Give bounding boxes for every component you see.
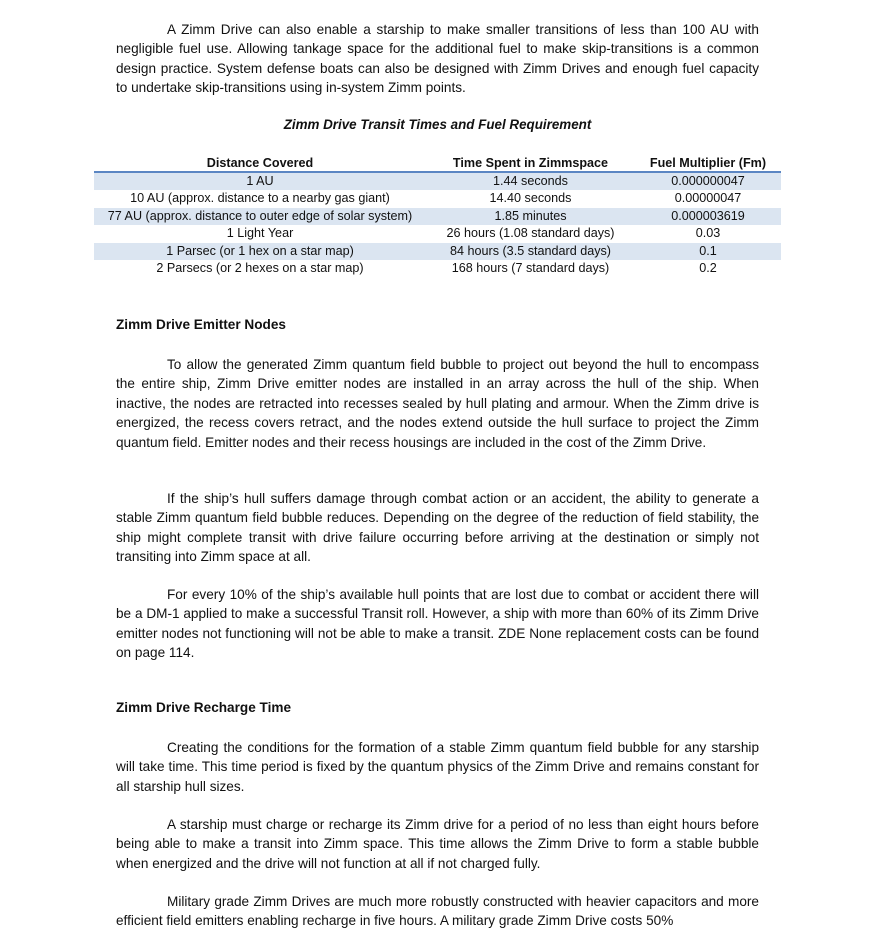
table-row bbox=[94, 225, 781, 242]
cell-time: 14.40 seconds bbox=[489, 191, 572, 206]
cell-fuel: 0.000003619 bbox=[635, 208, 781, 225]
column-header-time: Time Spent in Zimmspace bbox=[426, 155, 635, 172]
cell-time: 84 hours (3.5 standard days) bbox=[426, 243, 635, 260]
cell-fuel: 0.2 bbox=[699, 261, 717, 276]
table-row bbox=[94, 260, 781, 277]
cell-distance: 1 AU bbox=[94, 172, 426, 190]
cell-fuel: 0.000000047 bbox=[635, 172, 781, 190]
cell-time: 168 hours (7 standard days) bbox=[451, 261, 610, 276]
cell-distance: 77 AU (approx. distance to outer edge of solar system) bbox=[94, 208, 426, 225]
emitter-paragraph-3: For every 10% of the ship’s available hull points that are lost due to combat or accident there will be a DM-1 applied to make a successful Transit roll. However, a ship with more than 60% of its Zimm Drive emitter nodes not functioning will not be able to make a transit. ZDE None replacement costs can be found on page 114. bbox=[116, 587, 759, 661]
column-header-fuel: Fuel Multiplier (Fm) bbox=[635, 155, 781, 172]
cell-fuel: 0.03 bbox=[695, 226, 721, 241]
emitter-paragraph-2: If the ship’s hull suffers damage through combat action or an accident, the ability to generate a stable Zimm quantum field bubble reduces. Depending on the degree of the reduction of field stability, the ship might complete transit with drive failure occurring before arriving at the destination or simply not transiting into Zimm space at all. bbox=[116, 491, 759, 565]
table-row bbox=[94, 190, 781, 207]
table-row bbox=[94, 243, 781, 260]
transit-table bbox=[94, 155, 781, 277]
emitter-paragraph-1: To allow the generated Zimm quantum field bubble to project out beyond the hull to encompass the entire ship, Zimm Drive emitter nodes are installed in an array across the hull of the ship. When inactive, the nodes are retracted into recesses sealed by hull plating and armour. When the Zimm drive is energized, the recess covers retract, and the nodes extend outside the hull surface to project the Zimm quantum field. Emitter nodes and their recess housings are included in the cost of the Zimm Drive. bbox=[116, 357, 759, 450]
cell-time: 1.44 seconds bbox=[426, 172, 635, 190]
recharge-paragraph-2: A starship must charge or recharge its Zimm drive for a period of no less than eight hours before being able to make a transit into Zimm space. This time allows the Zimm Drive to form a stable bubble when energized and the drive will not function at all if not charged fully. bbox=[116, 817, 759, 871]
section-heading-recharge-time: Zimm Drive Recharge Time bbox=[116, 700, 292, 715]
cell-distance: 1 Parsec (or 1 hex on a star map) bbox=[94, 243, 426, 260]
cell-distance: 1 Light Year bbox=[226, 226, 294, 241]
table-title: Zimm Drive Transit Times and Fuel Requirement bbox=[283, 117, 592, 132]
cell-fuel: 0.00000047 bbox=[674, 191, 742, 206]
column-header-distance: Distance Covered bbox=[94, 155, 426, 172]
cell-time: 1.85 minutes bbox=[426, 208, 635, 225]
table-row bbox=[94, 172, 781, 190]
cell-distance: 10 AU (approx. distance to a nearby gas giant) bbox=[130, 191, 390, 206]
cell-time: 26 hours (1.08 standard days) bbox=[446, 226, 615, 241]
intro-paragraph: A Zimm Drive can also enable a starship to make smaller transitions of less than 100 AU with negligible fuel use. Allowing tankage space for the additional fuel to make skip-transitions is a common design practice. System defense boats can also be designed with Zimm Drives and enough fuel capacity to undertake skip-transitions using in-system Zimm points. bbox=[116, 22, 759, 96]
cell-fuel: 0.1 bbox=[635, 243, 781, 260]
recharge-paragraph-3: Military grade Zimm Drives are much more robustly constructed with heavier capacitors and more efficient field emitters enabling recharge in five hours. A military grade Zimm Drive costs 50% bbox=[116, 894, 759, 929]
table-row bbox=[94, 208, 781, 225]
cell-distance: 2 Parsecs (or 2 hexes on a star map) bbox=[156, 261, 364, 276]
recharge-paragraph-1: Creating the conditions for the formation of a stable Zimm quantum field bubble for any starship will take time. This time period is fixed by the quantum physics of the Zimm Drive and remains constant for all starship hull sizes. bbox=[116, 740, 759, 794]
section-heading-emitter-nodes: Zimm Drive Emitter Nodes bbox=[116, 317, 286, 332]
table-header-row bbox=[94, 155, 781, 172]
